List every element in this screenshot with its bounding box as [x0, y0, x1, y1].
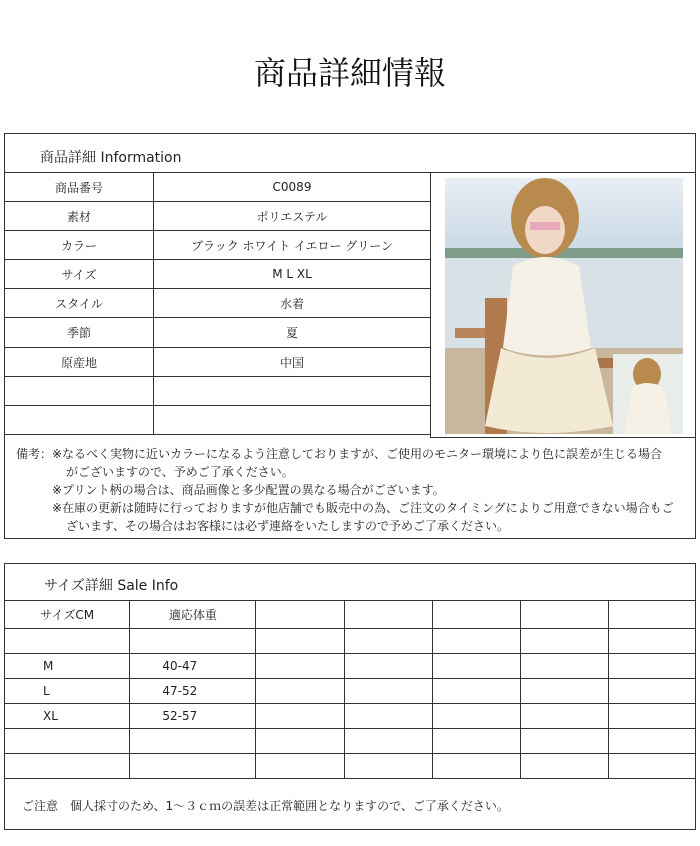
size-cell — [609, 754, 696, 779]
detail-row — [5, 231, 431, 260]
size-row — [5, 754, 696, 779]
detail-label — [5, 406, 154, 435]
detail-row — [5, 318, 431, 348]
size-cell — [521, 679, 609, 704]
page-title: 商品詳細情報 — [253, 54, 446, 92]
size-cell — [609, 729, 696, 754]
detail-row — [5, 173, 431, 202]
size-cell — [521, 729, 609, 754]
size-cell: 47-52 — [130, 679, 256, 704]
size-cell — [432, 679, 520, 704]
size-cell — [130, 629, 256, 654]
size-cell — [5, 629, 130, 654]
size-cell — [344, 679, 432, 704]
model-illustration — [445, 178, 683, 434]
size-cell — [344, 704, 432, 729]
size-cell — [609, 704, 696, 729]
size-cell — [432, 704, 520, 729]
size-cell — [256, 601, 344, 629]
size-cell — [5, 729, 130, 754]
detail-label: 商品番号 — [5, 173, 154, 202]
product-photo — [445, 178, 683, 434]
size-cell — [432, 729, 520, 754]
size-cell — [609, 601, 696, 629]
size-cell — [344, 601, 432, 629]
detail-label: カラー — [5, 231, 154, 260]
detail-value — [154, 406, 431, 435]
size-cell — [609, 654, 696, 679]
detail-value: 中国 — [154, 348, 431, 377]
size-header: サイズCM — [5, 601, 130, 629]
size-cell — [130, 754, 256, 779]
size-cell — [130, 729, 256, 754]
size-row — [5, 601, 696, 629]
detail-value: 夏 — [154, 318, 431, 348]
size-cell — [609, 629, 696, 654]
notes — [16, 445, 674, 535]
detail-row — [5, 289, 431, 318]
size-cell — [609, 679, 696, 704]
size-cell — [5, 754, 130, 779]
size-cell — [344, 754, 432, 779]
size-cell — [256, 754, 344, 779]
detail-value: ポリエステル — [154, 202, 431, 231]
size-cell — [521, 654, 609, 679]
detail-value: ブラック ホワイト イエロー グリーン — [154, 231, 431, 260]
note-line: ざいます、その場合はお客様には必ず連絡をいたしますので予めご了承ください。 — [66, 519, 510, 533]
size-cell — [521, 601, 609, 629]
detail-row — [5, 260, 431, 289]
size-cell: M — [5, 654, 130, 679]
size-cell — [521, 754, 609, 779]
size-cell — [344, 729, 432, 754]
size-cell — [432, 601, 520, 629]
size-cell: XL — [5, 704, 130, 729]
size-cell — [521, 629, 609, 654]
size-cell — [432, 754, 520, 779]
size-row — [5, 629, 696, 654]
detail-label: 素材 — [5, 202, 154, 231]
size-cell — [256, 654, 344, 679]
size-cell — [256, 729, 344, 754]
detail-label: 原産地 — [5, 348, 154, 377]
size-cell: 40-47 — [130, 654, 256, 679]
detail-row — [5, 406, 431, 435]
size-heading: サイズ詳細 Sale Info — [44, 578, 179, 594]
detail-row — [5, 377, 431, 406]
size-cell — [256, 629, 344, 654]
detail-table — [4, 172, 431, 435]
size-row — [5, 704, 696, 729]
size-note: ご注意 個人採寸のため、1～３ｃｍの誤差は正常範囲となりますので、ご了承ください。 — [22, 799, 509, 813]
detail-value — [154, 377, 431, 406]
note-line: ※プリント柄の場合は、商品画像と多少配置の異なる場合がございます。 — [52, 483, 445, 497]
size-cell — [432, 654, 520, 679]
size-cell — [521, 704, 609, 729]
size-row — [5, 654, 696, 679]
size-cell: L — [5, 679, 130, 704]
detail-row — [5, 202, 431, 231]
size-row — [5, 679, 696, 704]
size-cell — [256, 704, 344, 729]
size-row — [5, 729, 696, 754]
note-line: 備考：※なるべく実物に近いカラーになるよう注意しておりますが、ご使用のモニター環境により色に誤差が生じる場合 — [16, 447, 663, 461]
detail-label: スタイル — [5, 289, 154, 318]
detail-label — [5, 377, 154, 406]
note-line: ※在庫の更新は随時に行っておりますが他店舗でも販売中の為、ご注文のタイミングによりご用意できない場合もご — [52, 501, 674, 515]
size-cell — [344, 654, 432, 679]
size-cell — [344, 629, 432, 654]
detail-heading: 商品詳細 Information — [40, 150, 182, 166]
size-header: 適応体重 — [130, 601, 256, 629]
detail-row — [5, 348, 431, 377]
detail-label: サイズ — [5, 260, 154, 289]
detail-label: 季節 — [5, 318, 154, 348]
note-line: がございますので、予めご了承ください。 — [66, 465, 294, 479]
detail-value: C0089 — [154, 173, 431, 202]
size-table — [4, 600, 696, 779]
size-cell — [256, 679, 344, 704]
size-cell — [432, 629, 520, 654]
detail-value: 水着 — [154, 289, 431, 318]
detail-value: M L XL — [154, 260, 431, 289]
size-cell: 52-57 — [130, 704, 256, 729]
